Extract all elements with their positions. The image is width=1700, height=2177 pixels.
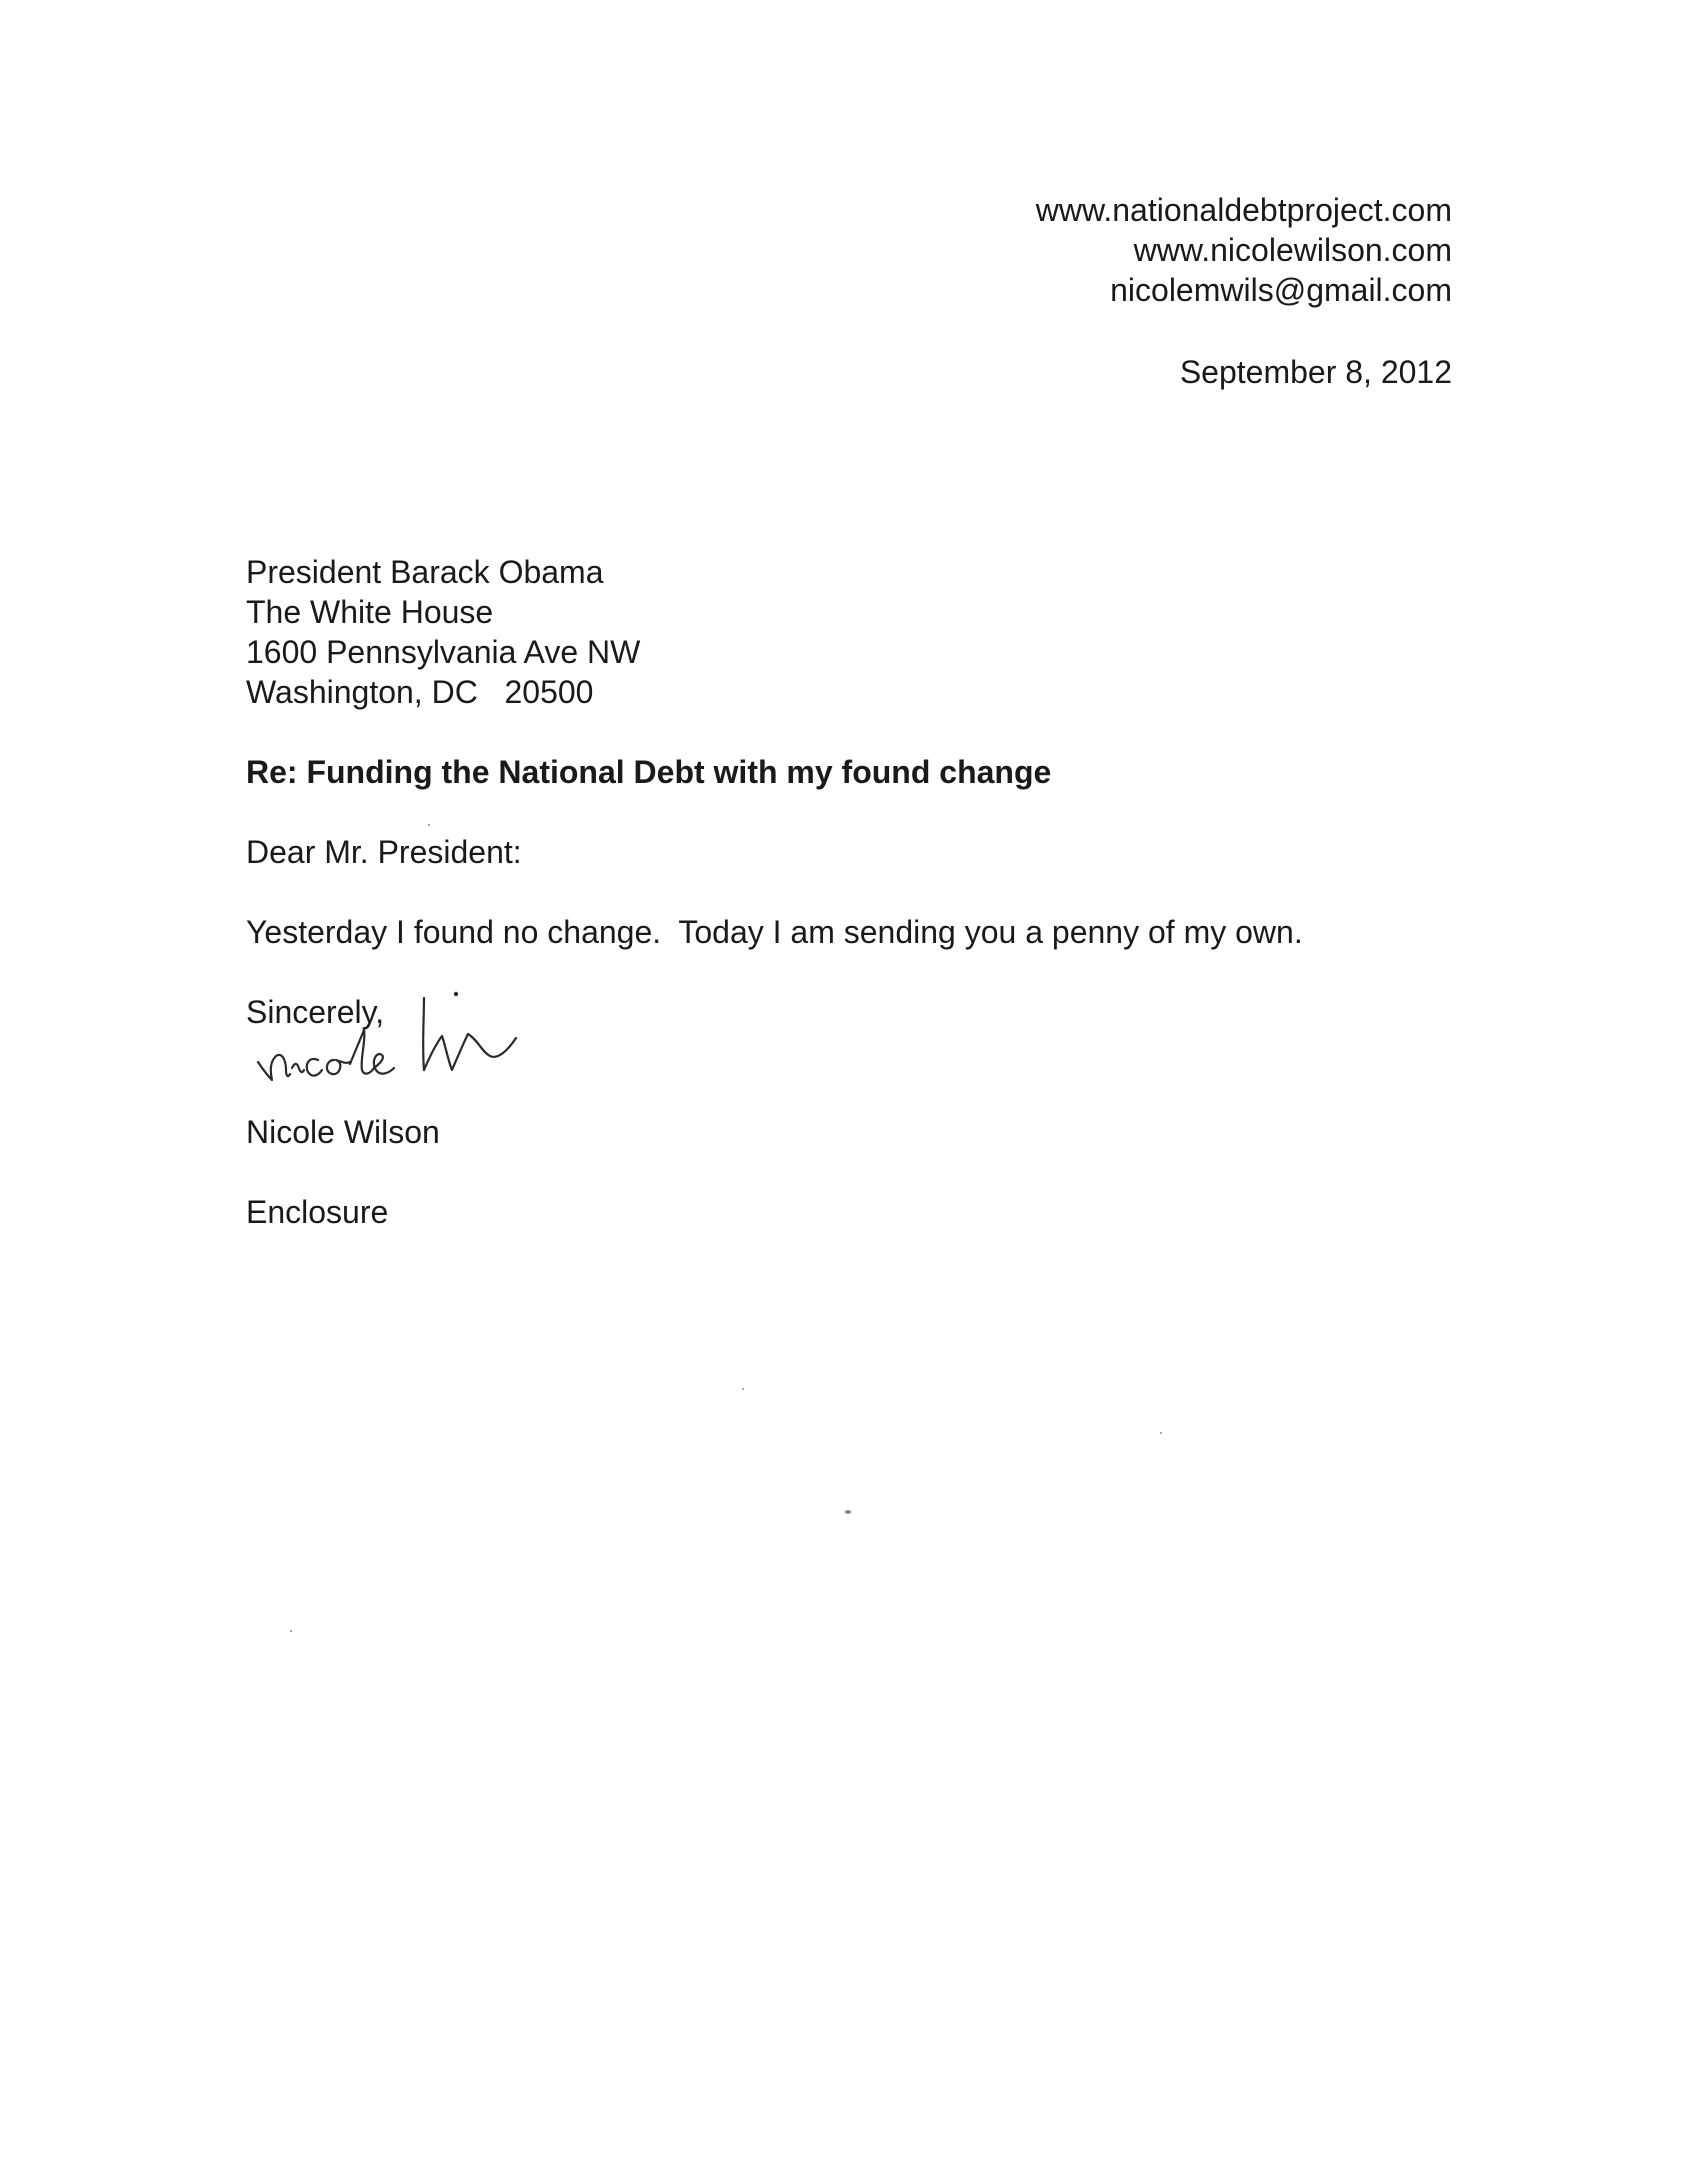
salutation: Dear Mr. President: [246, 834, 522, 870]
letterhead-contact [1036, 190, 1452, 310]
enclosure-notation: Enclosure [246, 1194, 389, 1230]
website-link-nicolewilson[interactable]: www.nicolewilson.com [1133, 232, 1452, 268]
scan-speck [1160, 1432, 1162, 1434]
recipient-street: 1600 Pennsylvania Ave NW [246, 634, 641, 670]
scan-speck [428, 824, 430, 826]
subject-line: Re: Funding the National Debt with my found change [246, 754, 1052, 790]
scan-speck [290, 1630, 292, 1632]
closing: Sincerely, [246, 994, 385, 1030]
letter-date: September 8, 2012 [1179, 354, 1452, 390]
handwritten-signature [246, 990, 666, 1110]
scan-speck [845, 1510, 851, 1514]
scan-speck [742, 1388, 744, 1390]
recipient-name: President Barack Obama [246, 554, 604, 590]
signer-name: Nicole Wilson [246, 1114, 440, 1150]
recipient-city-state-zip: Washington, DC 20500 [246, 674, 594, 710]
recipient-address [246, 552, 1396, 712]
email-address[interactable]: nicolemwils@gmail.com [1110, 272, 1452, 308]
message-body: Yesterday I found no change. Today I am sending you a penny of my own. [246, 914, 1303, 950]
website-link-nationaldebtproject[interactable]: www.nationaldebtproject.com [1035, 192, 1452, 228]
recipient-organization: The White House [246, 594, 494, 630]
